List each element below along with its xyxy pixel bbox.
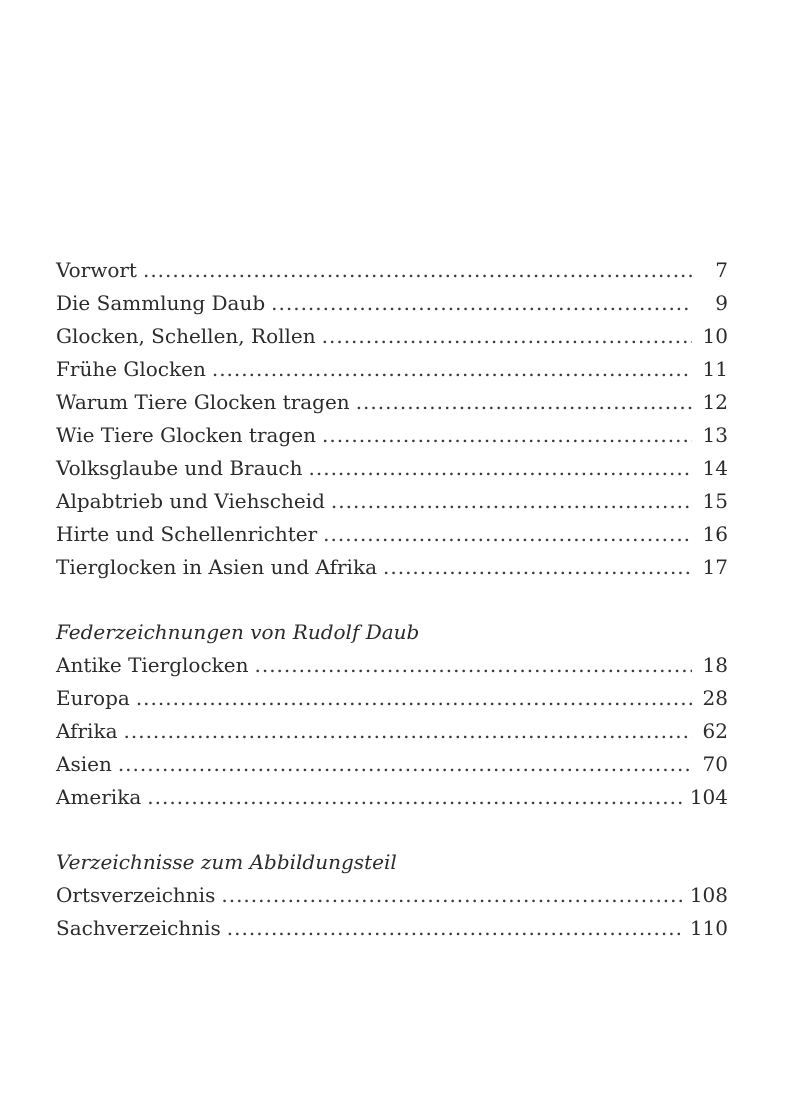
toc-entry-page: 17 bbox=[702, 555, 728, 579]
toc-leader-dots bbox=[309, 452, 693, 485]
toc-entry-page: 10 bbox=[702, 324, 728, 348]
toc-entry bbox=[56, 320, 728, 353]
toc-leader-dots bbox=[323, 518, 692, 551]
toc-entry bbox=[56, 682, 728, 715]
toc-entry-title: Hirte und Schellenrichter bbox=[56, 522, 318, 546]
toc-entry-title: Vorwort bbox=[56, 258, 137, 282]
toc-leader-dots bbox=[322, 320, 692, 353]
toc-leader-dots bbox=[254, 649, 692, 682]
toc-entry-title: Alpabtrieb und Viehscheid bbox=[56, 489, 325, 513]
toc-entry-title: Europa bbox=[56, 686, 130, 710]
toc-entry bbox=[56, 748, 728, 781]
toc-entry-page: 9 bbox=[715, 291, 728, 315]
toc-entry-page: 28 bbox=[702, 686, 728, 710]
toc-entry bbox=[56, 781, 728, 814]
toc-entry-page: 18 bbox=[702, 653, 728, 677]
section-heading: Verzeichnisse zum Abbildungsteil bbox=[56, 850, 397, 874]
toc-entry-title: Volksglaube und Brauch bbox=[56, 456, 303, 480]
toc-entry bbox=[56, 287, 728, 320]
section-heading: Federzeichnungen von Rudolf Daub bbox=[56, 620, 420, 644]
toc-entry-page: 110 bbox=[689, 916, 728, 940]
toc-group-main bbox=[56, 254, 728, 584]
toc-entry bbox=[56, 452, 728, 485]
toc-entry-title: Die Sammlung Daub bbox=[56, 291, 266, 315]
toc-entry-page: 70 bbox=[702, 752, 728, 776]
toc-leader-dots bbox=[124, 715, 693, 748]
toc-entry bbox=[56, 254, 728, 287]
toc-entry bbox=[56, 518, 728, 551]
toc-entry bbox=[56, 715, 728, 748]
toc-entry-title: Afrika bbox=[56, 719, 118, 743]
toc-entry-page: 62 bbox=[702, 719, 728, 743]
toc-leader-dots bbox=[221, 879, 683, 912]
toc-leader-dots bbox=[143, 254, 692, 287]
toc-entry-title: Glocken, Schellen, Rollen bbox=[56, 324, 316, 348]
toc-entry-title: Sachverzeichnis bbox=[56, 916, 221, 940]
toc-entry bbox=[56, 419, 728, 452]
toc-entry-page: 12 bbox=[702, 390, 728, 414]
toc-leader-dots bbox=[271, 287, 692, 320]
toc-entry-page: 7 bbox=[715, 258, 728, 282]
toc-leader-dots bbox=[136, 682, 692, 715]
toc-leader-dots bbox=[227, 912, 684, 945]
toc-leader-dots bbox=[212, 353, 692, 386]
toc-entry-title: Asien bbox=[56, 752, 112, 776]
toc-entry bbox=[56, 649, 728, 682]
toc-entry-page: 104 bbox=[689, 785, 728, 809]
toc-entry bbox=[56, 386, 728, 419]
toc-entry-title: Tierglocken in Asien und Afrika bbox=[56, 555, 377, 579]
toc-group-drawings bbox=[56, 616, 728, 814]
toc-leader-dots bbox=[356, 386, 692, 419]
toc-entry-title: Antike Tierglocken bbox=[56, 653, 249, 677]
toc-entry-page: 11 bbox=[702, 357, 728, 381]
toc-entry bbox=[56, 912, 728, 945]
toc-entry-page: 13 bbox=[702, 423, 728, 447]
toc-entry-page: 15 bbox=[702, 489, 728, 513]
toc-leader-dots bbox=[118, 748, 692, 781]
toc-leader-dots bbox=[147, 781, 684, 814]
toc-leader-dots bbox=[383, 551, 692, 584]
toc-entry-page: 14 bbox=[702, 456, 728, 480]
toc-entry-title: Amerika bbox=[56, 785, 142, 809]
toc-entry-title: Warum Tiere Glocken tragen bbox=[56, 390, 350, 414]
toc-entry bbox=[56, 485, 728, 518]
toc-entry-page: 16 bbox=[702, 522, 728, 546]
toc-entry-title: Frühe Glocken bbox=[56, 357, 206, 381]
toc-entry bbox=[56, 551, 728, 584]
toc-entry bbox=[56, 353, 728, 386]
toc-leader-dots bbox=[331, 485, 692, 518]
toc-entry-page: 108 bbox=[689, 883, 728, 907]
toc-group-indexes bbox=[56, 846, 728, 945]
toc-entry-title: Ortsverzeichnis bbox=[56, 883, 216, 907]
toc-entry bbox=[56, 879, 728, 912]
toc-entry-title: Wie Tiere Glocken tragen bbox=[56, 423, 316, 447]
toc-leader-dots bbox=[322, 419, 692, 452]
table-of-contents bbox=[56, 254, 728, 945]
